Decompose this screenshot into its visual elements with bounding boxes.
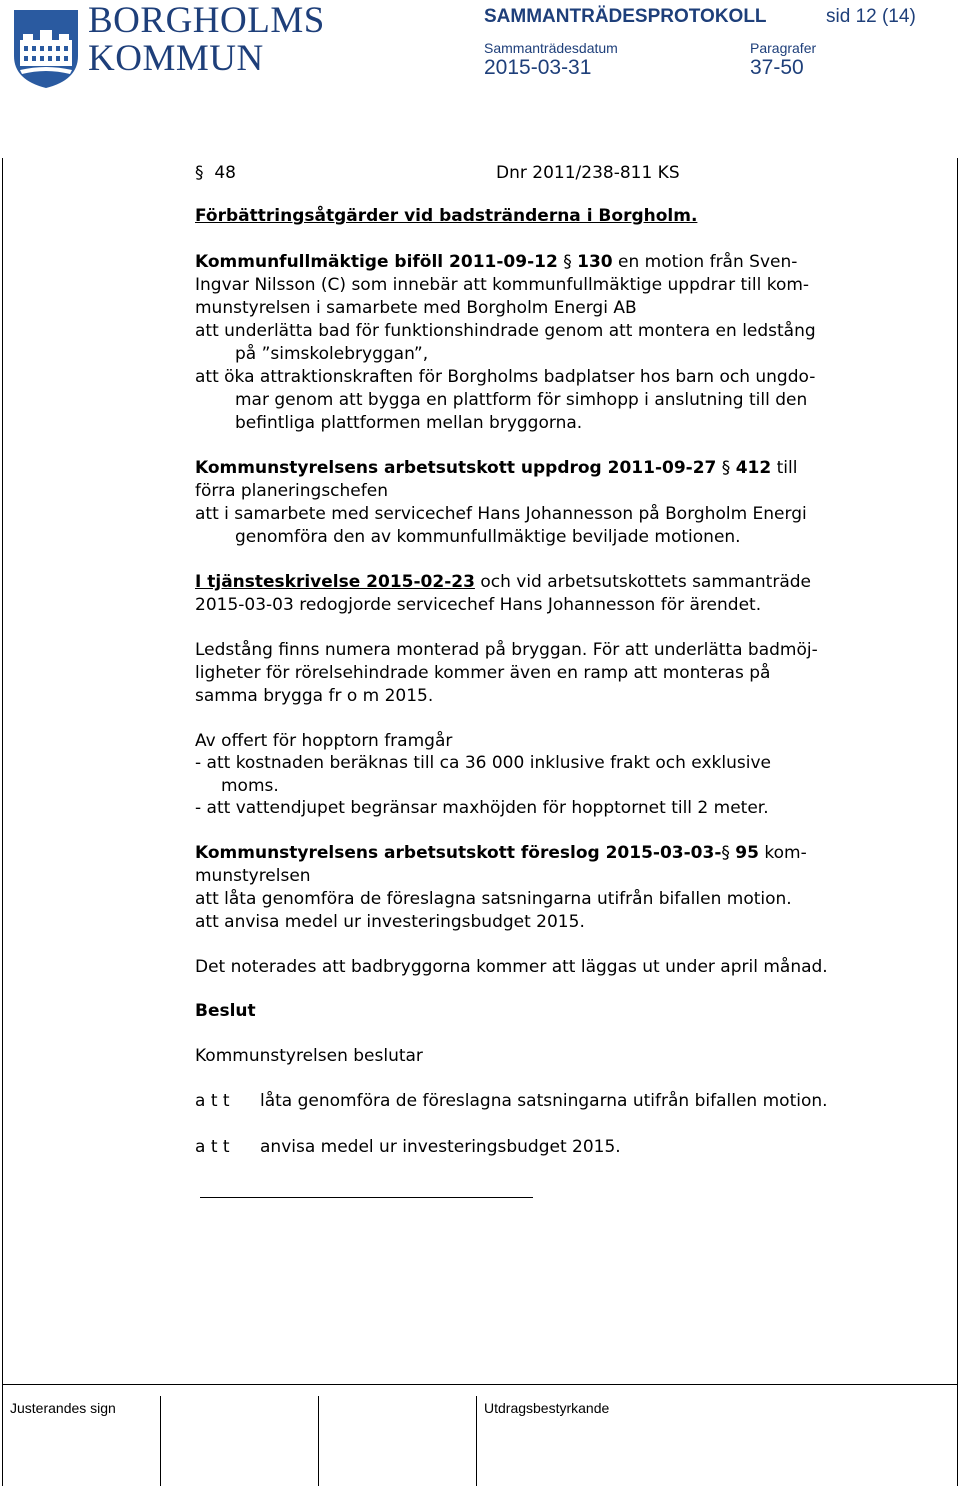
sign-box-divider-3 — [476, 1396, 477, 1486]
p5-line4: - att vattendjupet begränsar maxhöjden för hopptornet till 2 meter. — [195, 798, 769, 818]
sign-box-divider-2 — [318, 1396, 319, 1486]
p1-line5: på ”simskolebryggan”, — [235, 344, 429, 364]
p2-line4: genomföra den av kommunfullmäktige beviljade motionen. — [235, 527, 741, 547]
beslut-att-2-label: a t t — [195, 1137, 230, 1157]
sign-box-divider-1 — [160, 1396, 161, 1486]
paragraph-sign-icon: § — [721, 458, 731, 478]
p1-line6: att öka attraktionskraften för Borgholms badplatser hos barn och ungdo- — [195, 367, 816, 387]
p1-line1-tail: en motion från Sven- — [612, 252, 798, 272]
p1-line8: befintliga plattformen mellan bryggorna. — [235, 413, 583, 433]
p4-line3: samma brygga fr o m 2015. — [195, 686, 434, 706]
meeting-date: 2015-03-31 — [484, 56, 592, 79]
p3-line1 — [195, 571, 811, 594]
beslut-heading: Beslut — [195, 1001, 256, 1021]
p6-bold: Kommunstyrelsens arbetsutskott föreslog 2015-03-03- — [195, 843, 722, 863]
paragraph-range: 37-50 — [750, 56, 804, 79]
page-border-left — [2, 158, 3, 1486]
section-number — [195, 162, 236, 185]
borgholm-crest-logo — [10, 6, 82, 90]
p7-line1: Det noterades att badbryggorna kommer att läggas ut under april månad. — [195, 957, 828, 977]
p2-line2: förra planeringschefen — [195, 481, 388, 501]
date-label: Sammanträdesdatum — [484, 40, 618, 56]
p3-line2: 2015-03-03 redogjorde servicechef Hans Johannesson för ärendet. — [195, 595, 762, 615]
p5-line2: - att kostnaden beräknas till ca 36 000 inklusive frakt och exklusive — [195, 753, 771, 773]
paragraph-sign-icon: § — [721, 843, 730, 863]
paragraph-sign-icon: § — [195, 163, 204, 183]
sign-label: Justerandes sign — [10, 1400, 116, 1416]
section-title: Förbättringsåtgärder vid badstränderna i Borgholm. — [195, 206, 698, 226]
p3-bold: I tjänsteskrivelse 2015-02-23 — [195, 572, 475, 592]
p2-ref: 412 — [735, 458, 772, 478]
p2-line3: att i samarbete med servicechef Hans Johannesson på Borgholm Energi — [195, 504, 807, 524]
p4-line2: ligheter för rörelsehindrade kommer även en ramp att monteras på — [195, 663, 771, 683]
p1-line2: Ingvar Nilsson (C) som innebär att kommunfullmäktige uppdrar till kom- — [195, 275, 810, 295]
case-number: Dnr 2011/238-811 KS — [496, 163, 680, 183]
p1-ref: 130 — [577, 252, 613, 272]
beslut-item-1: låta genomföra de föreslagna satsningarna utifrån bifallen motion. — [260, 1091, 828, 1111]
p1-bold: Kommunfullmäktige biföll 2011-09-12 — [195, 252, 558, 272]
p6-ref: 95 — [735, 843, 759, 863]
p1-line3: munstyrelsen i samarbete med Borgholm Energi AB — [195, 298, 637, 318]
logo-wordmark-line1: BORGHOLMS — [88, 0, 325, 41]
p5-line3: moms. — [221, 776, 279, 796]
p1-line4: att underlätta bad för funktionshindrade genom att montera en ledstång — [195, 321, 816, 341]
beslut-intro: Kommunstyrelsen beslutar — [195, 1046, 423, 1066]
paragraph-sign-icon: § — [563, 252, 572, 272]
p6-line1 — [195, 842, 807, 865]
section-number-value: 48 — [214, 163, 236, 183]
logo-wordmark — [88, 2, 325, 78]
p6-line3: att låta genomföra de föreslagna satsningarna utifrån bifallen motion. — [195, 889, 792, 909]
p6-line1-tail: kom- — [758, 843, 807, 863]
beslut-att-1-label: a t t — [195, 1091, 230, 1111]
extract-label: Utdragsbestyrkande — [484, 1400, 610, 1416]
footer-divider — [2, 1384, 958, 1385]
page-border-right — [957, 158, 958, 1486]
p1-line1 — [195, 251, 797, 274]
p2-bold: Kommunstyrelsens arbetsutskott uppdrog 2011-09-27 — [195, 458, 717, 478]
end-rule — [200, 1197, 533, 1198]
page-number: sid 12 (14) — [826, 6, 916, 27]
logo-wordmark-line2: KOMMUN — [88, 38, 264, 79]
paragraph-label: Paragrafer — [750, 40, 817, 56]
beslut-item-2: anvisa medel ur investeringsbudget 2015. — [260, 1137, 621, 1157]
p1-line7: mar genom att bygga en plattform för simhopp i anslutning till den — [235, 390, 808, 410]
p6-line2: munstyrelsen — [195, 866, 311, 886]
p4-line1: Ledstång finns numera monterad på bryggan. För att underlätta badmöj- — [195, 640, 818, 660]
p2-line1 — [195, 457, 797, 480]
document-title: SAMMANTRÄDESPROTOKOLL — [484, 6, 767, 27]
p2-line1-tail: till — [771, 458, 798, 478]
p5-line1: Av offert för hopptorn framgår — [195, 731, 453, 751]
p6-line4: att anvisa medel ur investeringsbudget 2015. — [195, 912, 585, 932]
p3-line1-tail: och vid arbetsutskottets sammanträde — [474, 572, 811, 592]
